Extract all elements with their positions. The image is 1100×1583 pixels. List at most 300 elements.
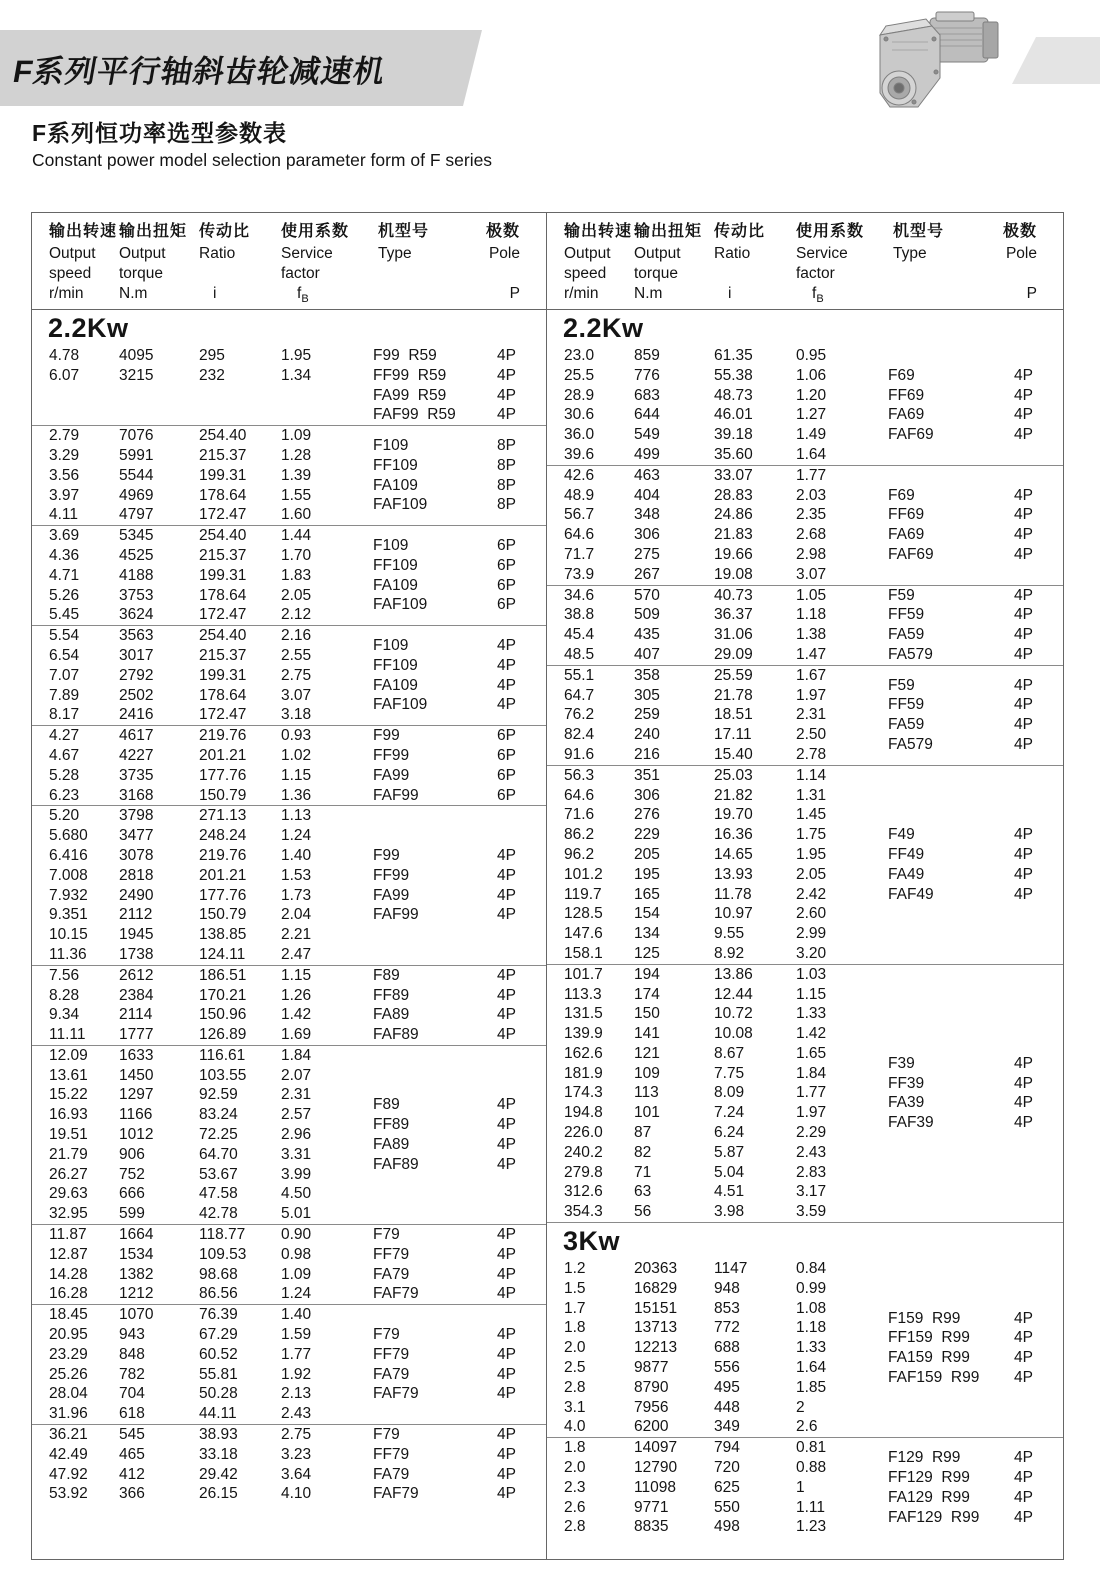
torque-cell: 463	[634, 466, 660, 484]
speed-cell: 5.28	[49, 766, 80, 784]
type-cell: FF89	[373, 986, 410, 1004]
pole-cell: 4P	[1014, 696, 1033, 714]
ratio-cell: 6.24	[714, 1124, 745, 1142]
column-header-pole: 极数 Pole P	[485, 223, 520, 302]
table-section	[547, 765, 1063, 964]
ratio-cell: 215.37	[199, 546, 247, 564]
torque-cell: 644	[634, 406, 660, 424]
torque-cell: 154	[634, 905, 660, 923]
ratio-cell: 18.51	[714, 706, 753, 724]
table-section	[32, 1304, 546, 1424]
speed-cell: 5.26	[49, 586, 80, 604]
speed-cell: 64.7	[564, 686, 595, 704]
factor-cell: 3.20	[796, 944, 827, 962]
torque-cell: 276	[634, 806, 660, 824]
table-row	[32, 806, 356, 826]
speed-cell: 3.97	[49, 486, 80, 504]
speed-cell: 131.5	[564, 1005, 603, 1023]
factor-cell: 1.75	[796, 826, 827, 844]
table-row	[547, 1478, 871, 1498]
factor-cell: 2.78	[796, 745, 827, 763]
power-group	[547, 1222, 1063, 1537]
table-row	[32, 1125, 356, 1145]
type-pole-block	[356, 386, 546, 406]
torque-cell: 259	[634, 706, 660, 724]
speed-cell: 119.7	[564, 885, 602, 903]
table-row	[32, 1245, 546, 1265]
torque-cell: 71	[634, 1163, 652, 1181]
type-cell: FF109	[373, 556, 418, 574]
type-pole-block	[356, 1025, 546, 1045]
torque-cell: 11098	[634, 1478, 676, 1496]
type-cell: F69	[888, 486, 915, 504]
table-row	[547, 845, 871, 865]
table-row	[32, 1265, 546, 1285]
pole-cell: 4P	[497, 1135, 516, 1153]
ratio-cell: 215.37	[199, 646, 247, 664]
ratio-cell: 13.86	[714, 965, 753, 983]
speed-cell: 6.07	[49, 366, 80, 384]
factor-cell: 1.44	[281, 527, 312, 545]
torque-cell: 859	[634, 347, 660, 364]
type-row	[356, 866, 546, 886]
ratio-cell: 98.68	[199, 1265, 238, 1283]
type-pole-block	[871, 386, 1063, 406]
speed-cell: 5.680	[49, 827, 88, 845]
ratio-cell: 295	[199, 347, 225, 364]
ratio-cell: 186.51	[199, 966, 247, 984]
speed-cell: 6.23	[49, 786, 80, 804]
type-cell: FA129 R99	[888, 1488, 970, 1506]
torque-cell: 113	[634, 1084, 659, 1102]
pole-cell: 4P	[497, 1385, 516, 1403]
speed-cell: 11.87	[49, 1226, 87, 1244]
factor-cell: 2.68	[796, 526, 827, 544]
table-row	[32, 1284, 546, 1304]
power-section-label: 3Kw	[563, 1225, 621, 1256]
type-cell: FAF129 R99	[888, 1508, 980, 1526]
speed-cell: 56.7	[564, 506, 595, 524]
factor-cell: 1.24	[281, 1285, 312, 1303]
type-cell: F109	[373, 537, 409, 555]
factor-cell: 1.34	[281, 366, 312, 384]
pole-cell: 4P	[497, 656, 516, 674]
table-row	[547, 1279, 871, 1299]
torque-cell: 351	[634, 766, 660, 784]
ratio-cell: 29.42	[199, 1465, 238, 1483]
factor-cell: 1.95	[796, 845, 827, 863]
type-pole-block	[871, 445, 1063, 465]
factor-cell: 2	[796, 1398, 805, 1416]
torque-cell: 848	[119, 1345, 145, 1363]
type-cell: FF79	[373, 1445, 410, 1463]
pole-cell: 4P	[1014, 1074, 1033, 1092]
type-cell: FA89	[373, 1006, 410, 1024]
type-pole-block	[871, 586, 1063, 606]
torque-cell: 4095	[119, 347, 154, 364]
table-row	[32, 546, 356, 566]
type-cell: FA69	[888, 406, 925, 424]
table-row	[547, 904, 871, 924]
type-cell	[871, 445, 1014, 465]
factor-cell: 1.77	[281, 1345, 312, 1363]
torque-cell: 12790	[634, 1459, 678, 1477]
ratio-cell: 7.75	[714, 1064, 745, 1082]
type-pole-block	[356, 1425, 546, 1445]
speed-cell: 11.11	[49, 1026, 86, 1044]
left-table-header	[32, 213, 546, 310]
type-pole-column	[356, 426, 546, 525]
speed-cell: 6.54	[49, 646, 80, 664]
left-table	[32, 213, 547, 1559]
torque-cell: 20363	[634, 1260, 678, 1278]
torque-cell: 407	[634, 645, 660, 663]
type-cell: FF69	[888, 386, 925, 404]
speed-cell: 45.4	[564, 626, 595, 644]
speed-cell: 2.79	[49, 427, 80, 445]
speed-cell: 1.5	[564, 1279, 586, 1297]
torque-cell: 16829	[634, 1279, 678, 1297]
factor-cell: 1.40	[281, 1306, 312, 1324]
speed-cell: 2.8	[564, 1518, 586, 1536]
table-row	[32, 1046, 356, 1066]
type-pole-column	[356, 626, 546, 725]
speed-cell: 5.20	[49, 807, 80, 825]
type-cell: FF79	[373, 1245, 410, 1263]
type-pole-block	[871, 525, 1063, 545]
table-section	[547, 964, 1063, 1222]
factor-cell: 1.09	[281, 1265, 312, 1283]
ratio-cell: 550	[714, 1498, 740, 1516]
pole-cell: 4P	[497, 986, 516, 1004]
ratio-cell: 3.98	[714, 1203, 745, 1221]
table-row	[547, 445, 1063, 465]
ratio-cell: 92.59	[199, 1086, 238, 1104]
pole-cell: 6P	[497, 596, 516, 614]
ratio-cell: 150.79	[199, 906, 247, 924]
factor-cell	[281, 386, 356, 406]
torque-cell: 2384	[119, 986, 154, 1004]
table-row	[547, 425, 1063, 445]
type-cell: FAF109	[373, 596, 428, 614]
table-row	[32, 466, 356, 486]
factor-cell: 3.99	[281, 1165, 312, 1183]
table-row	[547, 1259, 871, 1279]
speed-cell: 2.0	[564, 1339, 586, 1357]
type-pole-block	[871, 405, 1063, 425]
pole-cell: 6P	[497, 766, 516, 784]
speed-cell: 10.15	[49, 926, 88, 944]
pole-cell: 4P	[497, 1445, 516, 1463]
pole-cell: 4P	[497, 1245, 516, 1263]
speed-cell: 4.67	[49, 746, 80, 764]
torque-cell: 4797	[119, 506, 154, 524]
pole-cell: 4P	[497, 1426, 516, 1444]
torque-cell: 240	[634, 726, 660, 744]
ratio-cell: 448	[714, 1398, 740, 1416]
ratio-cell: 60.52	[199, 1345, 238, 1363]
table-section	[547, 465, 1063, 585]
table-section	[32, 525, 546, 625]
type-pole-block	[356, 346, 546, 366]
pole-cell: 6P	[497, 727, 516, 745]
ratio-cell: 103.55	[199, 1066, 247, 1084]
speed-cell: 240.2	[564, 1143, 603, 1161]
numeric-rows	[32, 806, 356, 964]
ratio-cell: 21.82	[714, 786, 753, 804]
torque-cell: 121	[634, 1044, 660, 1062]
pole-cell: 6P	[497, 576, 516, 594]
pole-cell	[1014, 346, 1063, 366]
torque-cell: 4188	[119, 566, 154, 584]
type-pole-block	[871, 605, 1063, 625]
type-row	[871, 1488, 1063, 1508]
factor-cell: 1.70	[281, 546, 312, 564]
pole-cell: 4P	[497, 637, 516, 655]
factor-cell: 2.04	[281, 906, 312, 924]
ratio-cell: 5.04	[714, 1163, 745, 1181]
pole-cell: 4P	[1014, 1349, 1033, 1367]
torque-cell: 101	[634, 1104, 660, 1122]
speed-cell: 279.8	[564, 1163, 603, 1181]
type-row	[356, 846, 546, 866]
type-cell: F99 R59	[373, 347, 437, 364]
factor-cell: 2.6	[796, 1418, 818, 1436]
factor-cell: 3.07	[796, 565, 827, 583]
table-row	[32, 586, 356, 606]
speed-cell: 13.61	[49, 1066, 88, 1084]
type-row	[871, 885, 1063, 905]
type-cell: FAF79	[373, 1485, 419, 1503]
torque-cell: 306	[634, 526, 660, 544]
type-pole-block	[871, 466, 1063, 486]
table-row	[547, 825, 871, 845]
ratio-cell: 126.89	[199, 1026, 247, 1044]
factor-cell: 2.75	[281, 666, 312, 684]
type-cell: FF99 R59	[373, 366, 447, 384]
torque-cell: 1297	[119, 1086, 154, 1104]
type-cell: FA99	[373, 886, 410, 904]
factor-cell: 1.85	[796, 1378, 827, 1396]
type-cell: FAF99 R59	[373, 406, 456, 424]
torque-cell: 216	[634, 745, 660, 763]
ratio-cell: 86.56	[199, 1285, 238, 1303]
type-cell	[871, 346, 1014, 366]
numeric-rows	[32, 626, 356, 725]
pole-cell: 4P	[1014, 885, 1033, 903]
gear-reducer-image	[852, 4, 1012, 119]
speed-cell: 147.6	[564, 925, 603, 943]
speed-cell: 55.1	[564, 666, 595, 684]
type-row	[871, 1309, 1063, 1329]
table-row	[547, 745, 871, 765]
factor-cell: 1.53	[281, 866, 312, 884]
ratio-cell: 109.53	[199, 1245, 247, 1263]
speed-cell: 7.008	[49, 866, 88, 884]
torque-cell: 509	[634, 606, 660, 624]
torque-cell: 3563	[119, 627, 154, 645]
factor-cell: 1.92	[281, 1365, 312, 1383]
type-cell: FA109	[373, 476, 418, 494]
factor-cell: 1.77	[796, 1084, 827, 1102]
pole-cell: 4P	[497, 366, 516, 384]
type-cell: FA59	[888, 716, 925, 734]
factor-cell: 2.43	[281, 1405, 312, 1423]
speed-cell: 4.78	[49, 347, 80, 364]
ratio-cell: 625	[714, 1478, 740, 1496]
pole-cell: 4P	[1014, 1468, 1033, 1486]
torque-cell: 752	[119, 1165, 145, 1183]
table-row	[547, 705, 871, 725]
type-cell: FA59	[888, 626, 925, 644]
speed-cell: 7.56	[49, 966, 80, 984]
factor-cell: 2.13	[281, 1385, 312, 1403]
type-pole-block	[871, 425, 1063, 445]
type-row	[356, 1115, 546, 1135]
table-row	[32, 1305, 356, 1325]
table-row	[547, 1338, 871, 1358]
table-row	[32, 786, 546, 806]
factor-cell: 1.59	[281, 1326, 312, 1344]
ratio-cell: 21.83	[714, 526, 753, 544]
ratio-cell: 172.47	[199, 506, 247, 524]
table-row	[547, 1143, 871, 1163]
column-header-ratio: 传动比 Ratio i	[714, 223, 766, 302]
decorative-band	[1012, 37, 1100, 84]
type-cell	[871, 565, 1014, 585]
pole-cell: 4P	[1014, 1114, 1033, 1132]
numeric-rows	[547, 965, 871, 1222]
ratio-cell: 21.78	[714, 686, 753, 704]
type-pole-block	[871, 366, 1063, 386]
table-row	[547, 885, 871, 905]
ratio-cell: 35.60	[714, 445, 753, 463]
power-section-label: 2.2Kw	[48, 312, 129, 343]
pole-cell: 4P	[497, 347, 516, 364]
speed-cell: 26.27	[49, 1165, 88, 1183]
type-row	[871, 1348, 1063, 1368]
table-row	[32, 626, 356, 646]
torque-cell: 5991	[119, 446, 154, 464]
ratio-cell: 16.36	[714, 826, 753, 844]
torque-cell: 906	[119, 1145, 145, 1163]
column-header-factor: 使用系数 Service factor $f_B$	[796, 223, 865, 306]
speed-cell	[32, 405, 119, 425]
speed-cell: 2.6	[564, 1498, 586, 1516]
speed-cell: 194.8	[564, 1104, 603, 1122]
torque-cell: 9877	[634, 1359, 669, 1377]
numeric-rows	[32, 426, 356, 525]
torque-cell: 1664	[119, 1226, 154, 1244]
ratio-cell: 44.11	[199, 1405, 237, 1423]
right-table	[547, 213, 1063, 1559]
factor-cell: 1.03	[796, 965, 827, 983]
pole-cell: 4P	[497, 1326, 516, 1344]
torque-cell: 4969	[119, 486, 154, 504]
ratio-cell: 720	[714, 1459, 740, 1477]
table-row	[547, 1064, 871, 1084]
ratio-cell: 150.96	[199, 1006, 247, 1024]
speed-cell: 354.3	[564, 1203, 603, 1221]
factor-cell: 1.15	[796, 985, 827, 1003]
speed-cell: 36.0	[564, 426, 595, 444]
ratio-cell: 33.07	[714, 466, 753, 484]
ratio-cell: 25.03	[714, 766, 753, 784]
ratio-cell: 38.93	[199, 1426, 238, 1444]
type-row	[356, 1095, 546, 1115]
speed-cell: 39.6	[564, 445, 595, 463]
table-section	[547, 346, 1063, 465]
torque-cell: 1945	[119, 926, 154, 944]
factor-cell: 1.33	[796, 1339, 827, 1357]
speed-cell: 42.6	[564, 466, 595, 484]
speed-cell: 4.27	[49, 727, 80, 745]
type-pole-block	[356, 1284, 546, 1304]
torque-cell	[119, 405, 199, 425]
ratio-cell: 50.28	[199, 1385, 238, 1403]
ratio-cell: 794	[714, 1439, 740, 1457]
pole-cell: 8P	[497, 437, 516, 455]
factor-cell: 2.16	[281, 627, 312, 645]
type-cell: FAF39	[888, 1114, 934, 1132]
type-row	[356, 456, 546, 476]
type-row	[356, 476, 546, 496]
factor-cell: 1.06	[796, 366, 827, 384]
ratio-cell: 53.67	[199, 1165, 238, 1183]
torque-cell: 1212	[119, 1285, 154, 1303]
table-row	[547, 965, 871, 985]
type-cell: FA39	[888, 1094, 925, 1112]
torque-cell: 63	[634, 1183, 652, 1201]
speed-cell: 4.0	[564, 1418, 586, 1436]
table-row	[32, 446, 356, 466]
table-row	[547, 545, 1063, 565]
ratio-cell: 13.93	[714, 865, 753, 883]
speed-cell: 42.49	[49, 1445, 88, 1463]
torque-cell: 412	[119, 1465, 145, 1483]
ratio-cell: 853	[714, 1299, 740, 1317]
pole-cell: 4P	[497, 1155, 516, 1173]
factor-cell: 3.64	[281, 1465, 312, 1483]
table-row	[32, 1225, 546, 1245]
type-pole-block	[356, 986, 546, 1006]
factor-cell: 1.18	[796, 1319, 827, 1337]
speed-cell: 15.22	[49, 1086, 88, 1104]
factor-cell: 4.50	[281, 1185, 312, 1203]
speed-cell: 23.0	[564, 347, 595, 364]
torque-cell: 366	[119, 1485, 145, 1503]
type-pole-block	[356, 746, 546, 766]
table-row	[32, 486, 356, 506]
table-row	[32, 1005, 546, 1025]
speed-cell: 71.7	[564, 545, 595, 563]
torque-cell: 174	[634, 985, 660, 1003]
type-cell: FA69	[888, 526, 925, 544]
pole-cell: 4P	[1014, 386, 1033, 404]
speed-cell: 2.3	[564, 1478, 586, 1496]
factor-cell: 1.55	[281, 486, 312, 504]
pole-cell: 4P	[497, 406, 516, 424]
type-cell: F49	[888, 826, 915, 844]
pole-cell: 4P	[1014, 545, 1033, 563]
torque-cell: 165	[634, 885, 660, 903]
ratio-cell: 254.40	[199, 427, 247, 445]
ratio-cell: 9.55	[714, 925, 745, 943]
pole-cell: 4P	[497, 1006, 516, 1024]
ratio-cell: 19.70	[714, 806, 753, 824]
type-cell: F109	[373, 637, 409, 655]
torque-cell: 465	[119, 1445, 145, 1463]
